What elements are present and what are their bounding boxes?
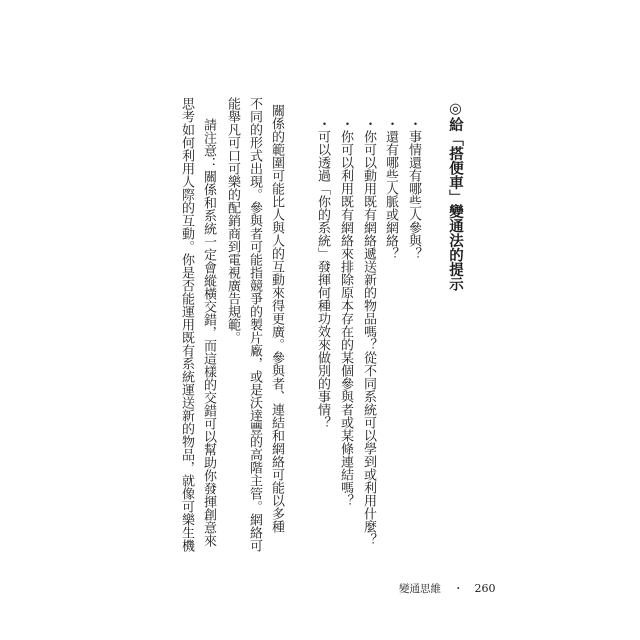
page-number: 260 [474, 582, 496, 595]
bullet-item: ・可以透過「你的系統」發揮何種功效來做別的事情？ [315, 117, 330, 429]
footer-separator: ・ [453, 583, 464, 595]
text-line: 能舉凡可口可樂的配銷商到電視廣告規範。 [225, 97, 240, 344]
bullet-item: ・還有哪些人脈或網絡？ [383, 117, 398, 260]
text-line: 關係的範圍可能比人與人的互動來得更廣。參與者、連結和網絡可能以多種 [269, 104, 284, 533]
running-title: 變通思維 [399, 583, 441, 595]
text-line: 請注意：關係和系統一定會縱橫交錯，而這樣的交錯可以幫助你發揮創意來 [201, 118, 216, 547]
text-line: 不同的形式出現。參與者可能指競爭的製片廠，或是沃達豐的高階主管。網絡可 [247, 97, 262, 552]
bullet-item: ・你可以動用既有網絡遞送新的物品嗎？從不同系統可以學到或利用什麼？ [361, 117, 376, 546]
bullet-item: ・你可以利用既有網絡來排除原本存在的某個參與者或某條連結嗎？ [338, 117, 353, 507]
section-heading: ◎給「搭便車」變通法的提示 [447, 100, 464, 291]
bullet-item: ・事情還有哪些人參與？ [406, 117, 421, 260]
page-footer [399, 581, 496, 596]
text-line: 思考如何利用人際的互動。你是否能運用既有系統運送新的物品，就像可樂生機 [179, 97, 194, 552]
